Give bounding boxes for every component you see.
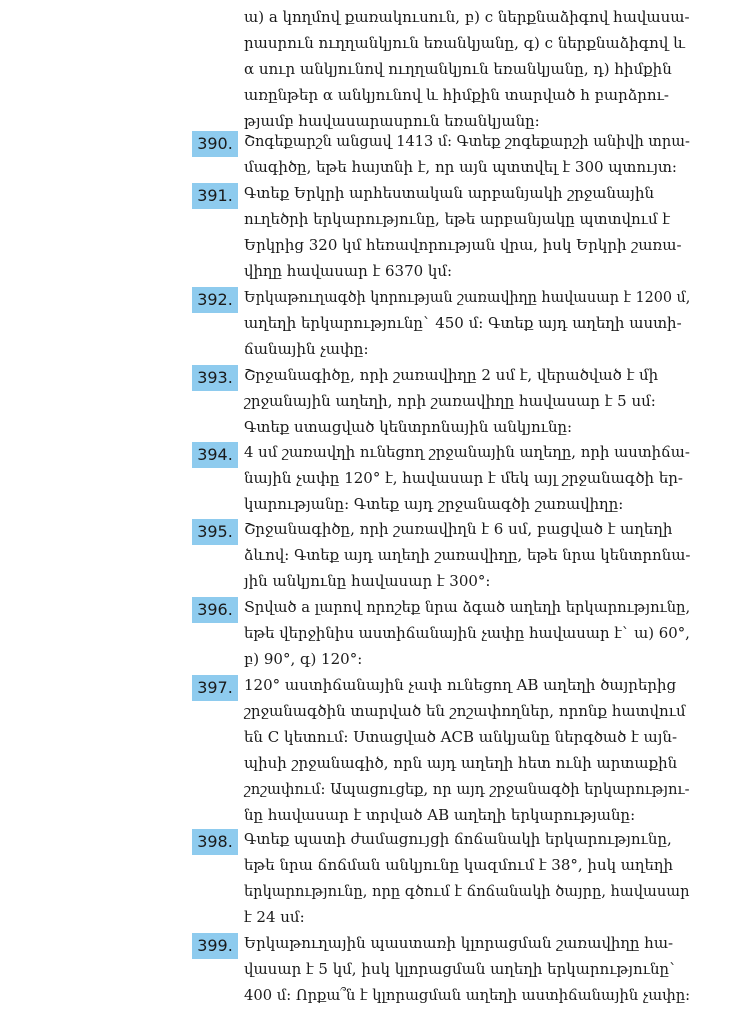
text-line: երկարությունը, որը գծում է ճոճանակի ծայրը, հավասար — [244, 882, 690, 900]
text-line: Երկրից 320 կմ հեռավորության վրա, իսկ Երկրի շառա- — [244, 236, 682, 254]
problem-number: 395. — [192, 519, 238, 545]
text-line: կարությանը: Գտեք այդ շրջանագծի շառավիղը: — [244, 495, 624, 513]
text-line: Շոգեքարշն անցավ 1413 մ: Գտեք շոգեքարշի անիվի տրա- — [244, 132, 690, 150]
text-line: Գտեք ստացված կենտրոնային անկյունը: — [244, 418, 573, 436]
text-line: Շրջանագիծը, որի շառավիղն է 6 սմ, բացված է աղեղի — [244, 520, 673, 538]
text-line: են C կետում: Ստացված ACB անկյանը ներգծած է այն- — [244, 728, 678, 746]
problem-text — [244, 672, 690, 828]
text-line: α սուր անկյունով ուղղանկյուն եռանկյանը, դ) հիմքին — [244, 60, 672, 78]
text-line: վասար է 5 կմ, իսկ կլորացման աղեղի երկարությունը` — [244, 960, 677, 978]
text-line: րասրուն ուղղանկյուն եռանկյանը, գ) c ներքնաձիգով և — [244, 34, 685, 52]
text-line: Երկաթուղային պաստառի կլորացման շառավիղը հա- — [244, 934, 674, 952]
text-line: ճանային չափը: — [244, 340, 369, 358]
text-line: աղեղի երկարությունը` 450 մ: Գտեք այդ աղեղի աստի- — [244, 314, 682, 332]
problem-text — [244, 128, 690, 180]
problem-text — [244, 284, 690, 362]
text-line: ա) a կողմով քառակուսուն, բ) c ներքնաձիգով հավասա- — [244, 8, 690, 26]
problem-text — [244, 930, 690, 1008]
problem-number: 392. — [192, 287, 238, 313]
text-line: պիսի շրջանագիծ, որն այդ աղեղի հետ ունի արտաքին — [244, 754, 678, 772]
text-line: նային չափը 120° է, հավասար է մեկ այլ շրջանագծի եր- — [244, 469, 683, 487]
problem-number: 396. — [192, 597, 238, 623]
text-line: շրջանային աղեղի, որի շառավիղը հավասար է 5 սմ: — [244, 392, 656, 410]
text-line: նը հավասար է տրված AB աղեղի երկարությանը: — [244, 806, 636, 824]
problem-text — [244, 826, 690, 930]
text-line: Գտեք պատի ժամացույցի ճոճանակի երկարությունը, — [244, 830, 672, 848]
problem-text — [244, 516, 690, 594]
text-line: բ) 90°, գ) 120°: — [244, 650, 363, 668]
text-line: թյամբ հավասարասրուն եռանկյանը: — [244, 112, 540, 130]
problem-text — [244, 594, 690, 672]
problem-number: 393. — [192, 365, 238, 391]
text-line: 120° աստիճանային չափ ունեցող AB աղեղի ծայրերից — [244, 676, 677, 694]
problem-text — [244, 180, 690, 284]
text-line: Շրջանագիծը, որի շառավիղը 2 սմ է, վերածված է մի — [244, 366, 659, 384]
continuation-text — [244, 4, 690, 134]
text-line: եթե վերջինիս աստիճանային չափը հավասար է` ա) 60°, — [244, 624, 690, 642]
text-line: 400 մ: Որքա՞ն է կլորացման աղեղի աստիճանային չափը: — [244, 986, 691, 1004]
text-line: Տրված a լարով որոշեք նրա ձգած աղեղի երկարությունը, — [244, 598, 691, 616]
problem-text — [244, 362, 690, 440]
text-line: ուղեծրի երկարությունը, եթե արբանյակը պտտվում է — [244, 210, 671, 228]
text-line: շրջանագծին տարված են շոշափողներ, որոնք հատվում — [244, 702, 686, 720]
text-line: 4 սմ շառավղի ունեցող շրջանային աղեղը, որի աստիճա- — [244, 443, 690, 461]
text-line: Երկաթուղագծի կորության շառավիղը հավասար է 1200 մ, — [244, 288, 691, 306]
text-line: յին անկյունը հավասար է 300°: — [244, 572, 491, 590]
text-line: վիղը հավասար է 6370 կմ: — [244, 262, 453, 280]
text-line: է 24 սմ: — [244, 908, 305, 926]
problem-number: 391. — [192, 183, 238, 209]
text-line: Գտեք Երկրի արհեստական արբանյակի շրջանային — [244, 184, 655, 202]
text-line: շոշափում: Ապացուցեք, որ այդ շրջանագծի երկարությու- — [244, 780, 690, 798]
problem-text — [244, 439, 690, 517]
problem-number: 398. — [192, 829, 238, 855]
problem-number: 397. — [192, 675, 238, 701]
problem-number: 394. — [192, 442, 238, 468]
text-line: ձևով: Գտեք այդ աղեղի շառավիղը, եթե նրա կենտրոնա- — [244, 546, 691, 564]
text-line: եթե նրա ճոճման անկյունը կազմում է 38°, իսկ աղեղի — [244, 856, 674, 874]
text-line: առընթեր α անկյունով և հիմքին տարված h բարձրու- — [244, 86, 669, 104]
text-line: մագիծը, եթե հայտնի է, որ այն պտտվել է 300 պտույտ: — [244, 158, 677, 176]
problem-number: 399. — [192, 933, 238, 959]
problem-number: 390. — [192, 131, 238, 157]
